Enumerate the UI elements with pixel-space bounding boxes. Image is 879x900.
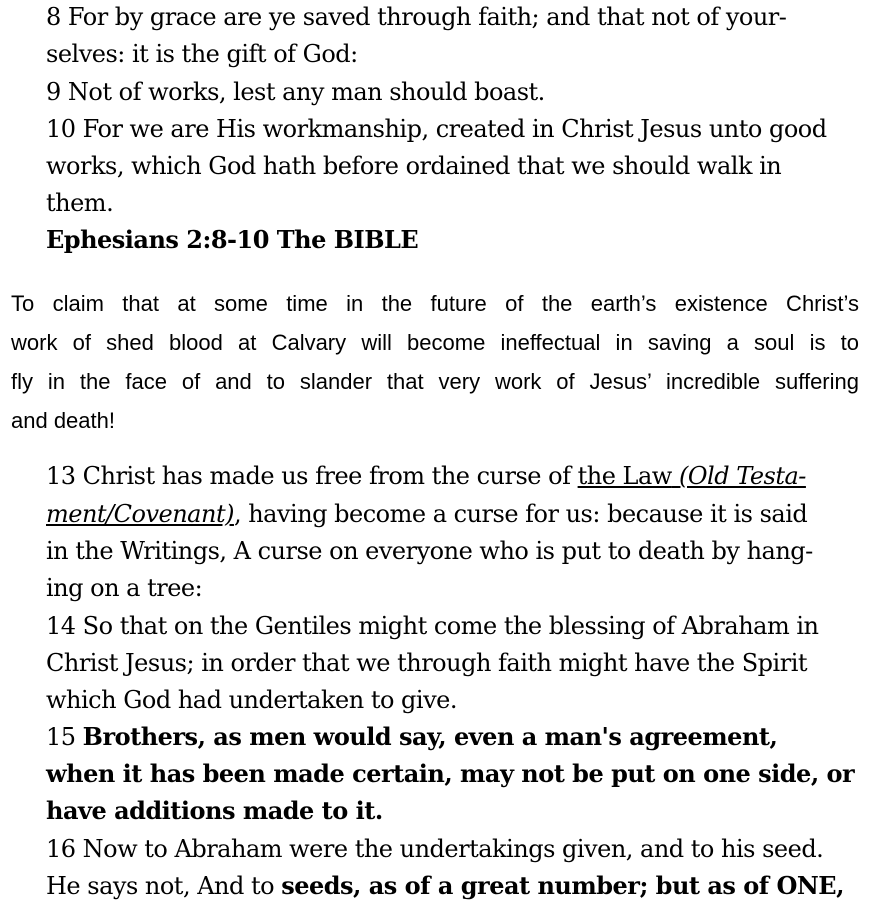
verse-line: which God had undertaken to give.	[46, 686, 457, 714]
verse-line: ment/Covenant), having become a curse for us: because it is said	[46, 500, 808, 528]
verse-line: works, which God hath before ordained that we should walk in	[46, 152, 782, 180]
verse-line: Christ Jesus; in order that we through faith might have the Spirit	[46, 649, 808, 677]
paragraph-line: and death!	[11, 408, 115, 433]
verse-line: 16 Now to Abraham were the undertakings given, and to his seed.	[46, 835, 824, 863]
verse-line: He says not, And to seeds, as of a great number; but as of ONE,	[46, 871, 844, 900]
verse-line: selves: it is the gift of God:	[46, 40, 358, 68]
paragraph-line: work of shed blood at Calvary will become ineffectual in saving a soul is to	[11, 330, 859, 355]
paragraph-line: To claim that at some time in the future of the earth’s existence Christ’s	[11, 291, 859, 316]
bold-text: seeds, as of a great number; but as of ONE,	[281, 871, 844, 900]
verse-line: 8 For by grace are ye saved through faith; and that not of your-	[46, 3, 787, 31]
verse-line: 15 Brothers, as men would say, even a man's agreement,	[46, 722, 778, 751]
verse-line: in the Writings, A curse on everyone who is put to death by hang-	[46, 537, 813, 565]
verse-line: have additions made to it.	[46, 796, 383, 825]
underlined-term: the Law	[577, 462, 672, 490]
underlined-italic-term: ment/Covenant)	[46, 500, 234, 528]
verse-line: 14 So that on the Gentiles might come the blessing of Abraham in	[46, 612, 819, 640]
bold-text: Brothers, as men would say, even a man's agreement,	[82, 722, 778, 751]
underlined-italic-term: (Old Testa-	[678, 462, 806, 490]
verse-line: them.	[46, 189, 114, 217]
paragraph-line: fly in the face of and to slander that very work of Jesus’ incredible suffering	[11, 369, 859, 394]
scripture-reference: Ephesians 2:8-10 The BIBLE	[46, 225, 419, 254]
verse-line: when it has been made certain, may not be put on one side, or	[46, 759, 855, 788]
verse-line: 10 For we are His workmanship, created in Christ Jesus unto good	[46, 115, 827, 143]
verse-line: ing on a tree:	[46, 574, 203, 602]
verse-line: 9 Not of works, lest any man should boast.	[46, 78, 545, 106]
verse-line: 13 Christ has made us free from the curse of the Law (Old Testa-	[46, 462, 806, 490]
